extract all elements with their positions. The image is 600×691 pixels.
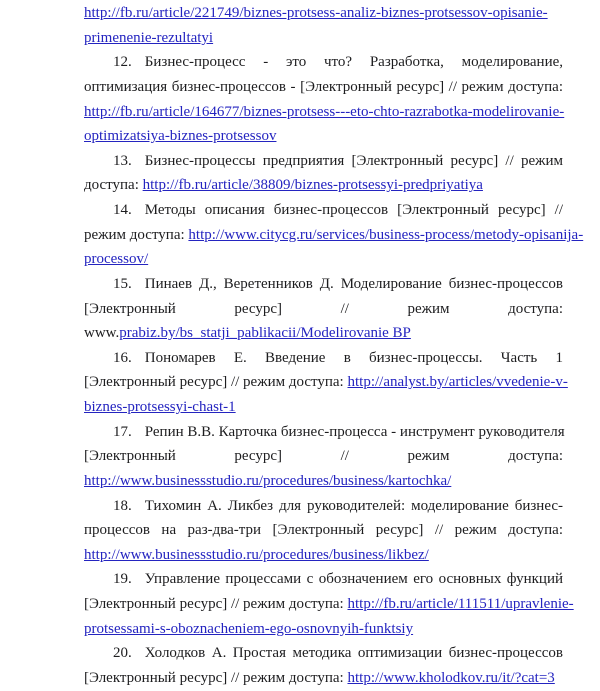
body-text: Методы описания бизнес-процессов [Электронный ресурс] //: [144, 202, 563, 218]
body-text: Бизнес-процессы предприятия [Электронный ресурс] // режим: [144, 152, 563, 169]
reference-number: 17.: [113, 423, 132, 440]
reference-number: 13.: [113, 152, 132, 169]
body-text: Пономарев Е. Введение в бизнес-процессы. Часть 1: [144, 349, 563, 366]
body-text: Пинаев Д., Веретенников Д. Моделирование бизнес-процессов: [144, 275, 563, 292]
reference-line: [84, 518, 563, 543]
reference-number: 19.: [113, 571, 132, 588]
reference-number: 20.: [113, 645, 132, 662]
reference-line: [84, 444, 563, 469]
body-text: [Электронный ресурс] // режим доступа:: [84, 374, 348, 391]
reference-line: [84, 567, 563, 592]
hyperlink[interactable]: http://www.citycg.ru/services/business-process/metody-opisanija-: [188, 226, 584, 243]
reference-line: [84, 272, 563, 297]
reference-line: [84, 247, 563, 272]
reference-line: [84, 198, 563, 223]
reference-line: [84, 494, 563, 519]
hyperlink[interactable]: http://www.businessstudio.ru/procedures/business/kartochka/: [84, 472, 452, 489]
reference-line: [84, 75, 563, 100]
reference-line: [84, 223, 584, 248]
body-text: www.: [84, 325, 120, 342]
reference-line: [84, 469, 563, 494]
reference-line: [84, 617, 563, 642]
body-text: [Электронный ресурс] // режим доступа:: [84, 596, 348, 612]
hyperlink[interactable]: http://analyst.by/articles/vvedenie-v-: [347, 374, 568, 391]
reference-line: [84, 321, 563, 346]
references-document: [84, 1, 584, 691]
body-text: [Электронный ресурс] // режим доступа:: [84, 669, 348, 686]
reference-line: [84, 100, 563, 125]
hyperlink[interactable]: http://www.kholodkov.ru/it/?cat=3: [347, 669, 555, 686]
reference-line: [84, 50, 563, 75]
reference-line: [84, 666, 563, 691]
body-text: Холодков А. Простая методика оптимизации бизнес-процессов: [144, 645, 563, 662]
reference-number: 15.: [113, 275, 132, 292]
hyperlink[interactable]: biznes-protsessyi-chast-1: [84, 399, 236, 415]
body-text: Управление процессами с обозначением его основных функций: [144, 571, 563, 588]
body-text: процессов на раз-два-три [Электронный ресурс] // режим доступа:: [84, 522, 563, 539]
hyperlink[interactable]: processov/: [84, 251, 149, 268]
body-text: доступа:: [84, 177, 143, 194]
reference-line: [84, 297, 563, 322]
reference-line: [84, 641, 563, 666]
hyperlink[interactable]: primenenie-rezultatyi: [84, 29, 214, 46]
hyperlink[interactable]: prabiz.by/bs_statji_pablikacii/Modelirovanie BP: [119, 325, 411, 342]
hyperlink[interactable]: protsessami-s-oboznacheniem-ego-osnovnyih-funktsiy: [84, 620, 414, 637]
reference-line: [84, 395, 563, 420]
hyperlink[interactable]: http://fb.ru/article/221749/biznes-protsess-analiz-biznes-protsessov-opisanie-: [84, 5, 548, 21]
reference-line: [84, 173, 563, 198]
reference-line: [84, 370, 568, 395]
reference-number: 18.: [113, 497, 132, 514]
reference-number: 16.: [113, 349, 132, 366]
body-text: оптимизация бизнес-процессов - [Электронный ресурс] // режим доступа:: [84, 78, 563, 95]
reference-number: 14.: [113, 202, 132, 218]
hyperlink[interactable]: http://fb.ru/article/38809/biznes-protsessyi-predpriyatiya: [142, 177, 483, 194]
body-text: Тихомин А. Ликбез для руководителей: моделирование бизнес-: [144, 497, 563, 514]
hyperlink[interactable]: optimizatsiya-biznes-protsessov: [84, 128, 277, 145]
reference-line: [84, 149, 563, 174]
body-text: Репин В.В. Карточка бизнес-процесса - инструмент руководителя: [144, 423, 565, 440]
reference-line: [84, 592, 574, 617]
reference-line: [84, 1, 563, 26]
reference-number: 12.: [113, 54, 132, 71]
reference-line: [84, 543, 563, 568]
reference-line: [84, 346, 563, 371]
hyperlink[interactable]: http://www.businessstudio.ru/procedures/business/likbez/: [84, 546, 429, 563]
reference-line: [84, 26, 563, 51]
body-text: режим доступа:: [84, 226, 189, 243]
hyperlink[interactable]: http://fb.ru/article/111511/upravlenie-: [347, 596, 574, 612]
body-text: [Электронный ресурс] // режим доступа:: [84, 300, 563, 317]
body-text: [Электронный ресурс] // режим доступа:: [84, 448, 563, 465]
hyperlink[interactable]: http://fb.ru/article/164677/biznes-protsess---eto-chto-razrabotka-modelirovanie-: [84, 103, 565, 120]
reference-line: [84, 420, 563, 445]
reference-line: [84, 124, 563, 149]
body-text: Бизнес-процесс - это что? Разработка, моделирование,: [144, 54, 563, 71]
